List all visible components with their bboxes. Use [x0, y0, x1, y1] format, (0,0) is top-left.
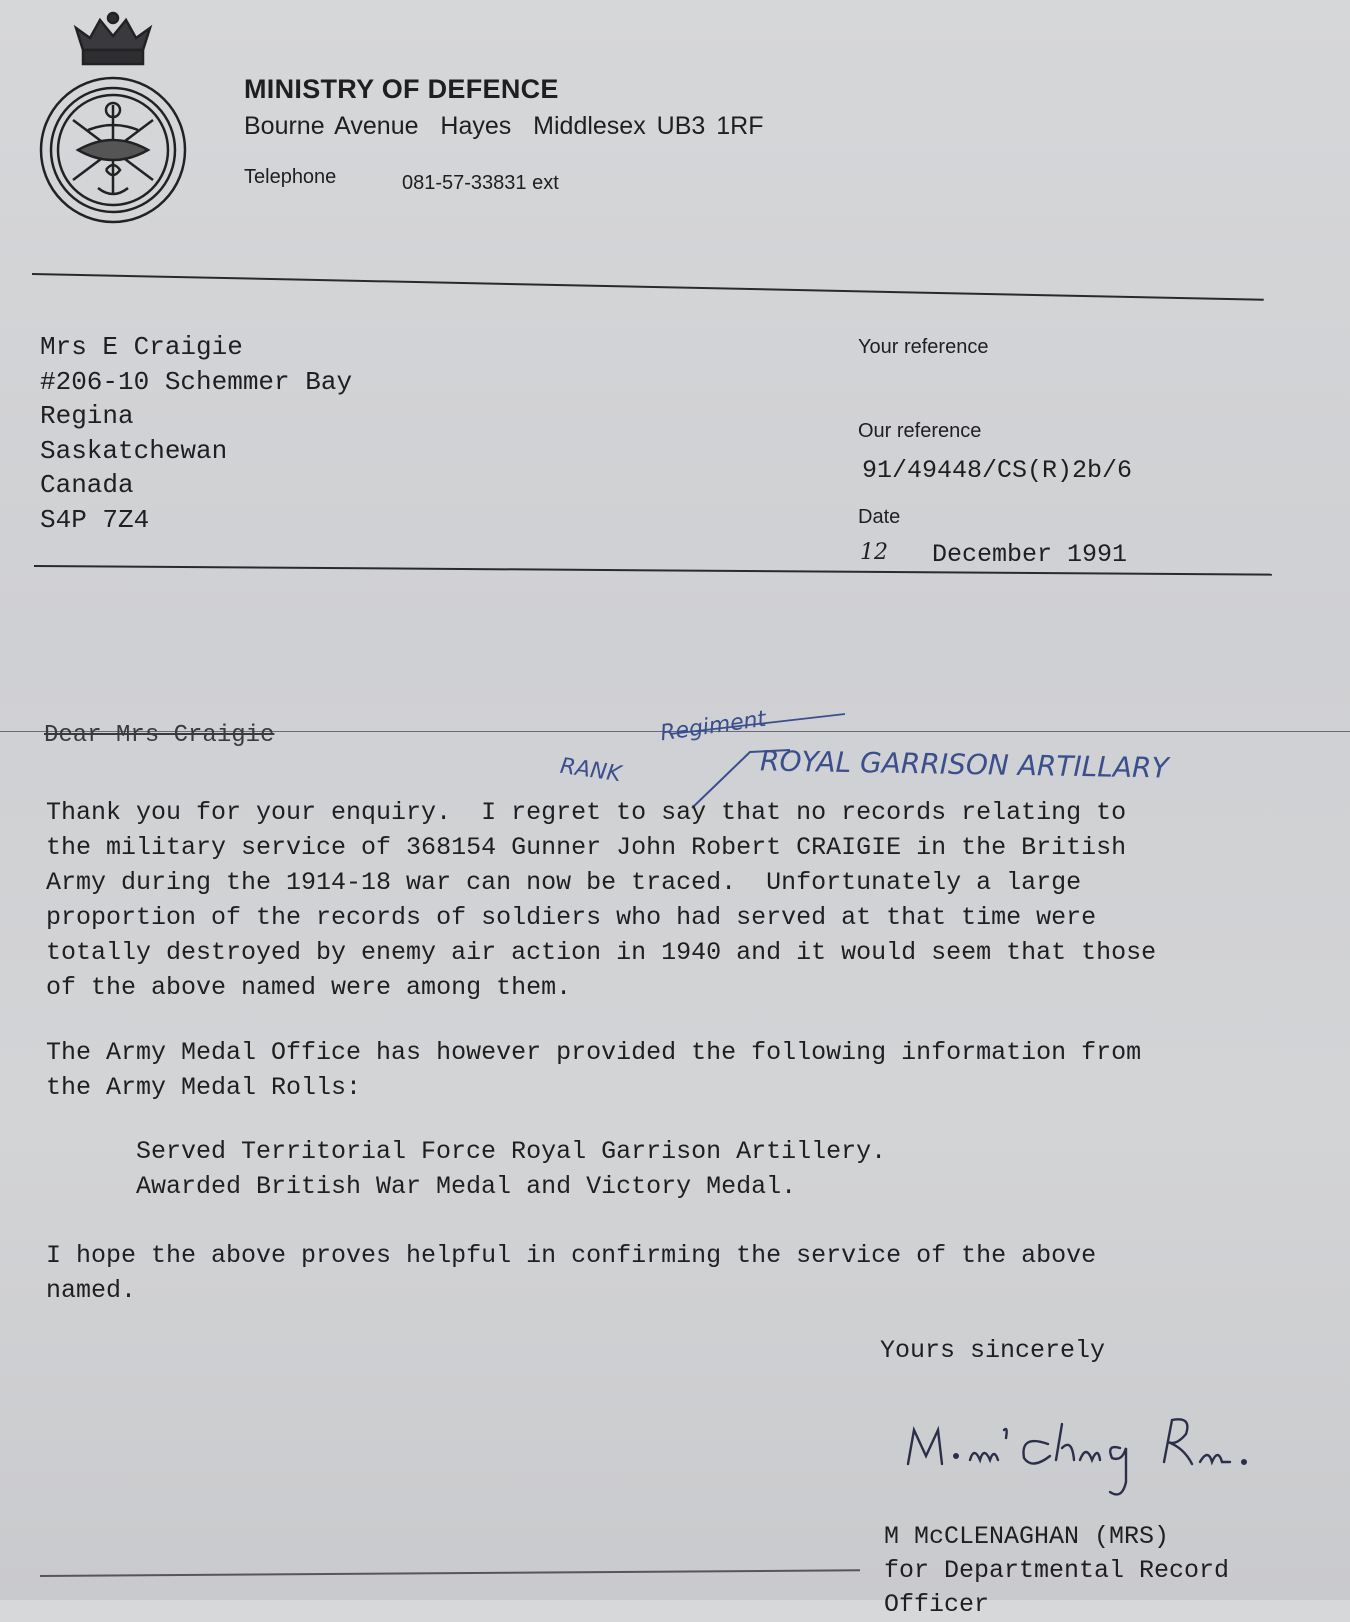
our-reference-value: 91/49448/CS(R)2b/6	[862, 456, 1133, 485]
header-divider	[32, 273, 1264, 301]
body-paragraph-3	[46, 1238, 1336, 1308]
body-paragraph-1	[46, 795, 1336, 1005]
salutation: Dear Mrs Craigie	[44, 722, 275, 749]
annotation-unit: ROYAL GARRISON ARTILLARY	[759, 744, 1169, 785]
organization-name: MINISTRY OF DEFENCE	[244, 74, 559, 104]
body-line: of the above named were among them.	[46, 973, 572, 1002]
recipient-line: S4P 7Z4	[40, 504, 150, 535]
recipient-line: #206-10 Schemmer Bay	[40, 366, 353, 397]
organization-address: Bourne Avenue Hayes Middlesex UB3 1RF	[244, 112, 764, 140]
recipient-line: Regina	[40, 401, 134, 431]
annotation-rank: RANK	[558, 753, 623, 788]
date-label: Date	[858, 506, 901, 528]
body-line: The Army Medal Office has however provided the following information from	[46, 1038, 1142, 1067]
body-line: I hope the above proves helpful in confirming the service of the above	[46, 1241, 1097, 1270]
body-line: totally destroyed by enemy air action in 1940 and it would seem that those	[46, 938, 1157, 967]
your-reference-label: Your reference	[858, 336, 989, 358]
annotation-regiment: Regiment	[658, 706, 768, 747]
valediction: Yours sincerely	[880, 1336, 1106, 1365]
body-line: named.	[46, 1276, 137, 1305]
our-reference-label: Our reference	[858, 420, 982, 442]
recipient-line: Mrs E Craigie	[40, 332, 243, 362]
recipient-line: Saskatchewan	[40, 435, 228, 466]
body-line: the Army Medal Rolls:	[46, 1073, 362, 1102]
medal-info	[136, 1134, 886, 1204]
body-line: proportion of the records of soldiers who had served at that time were	[46, 903, 1097, 932]
signer-name: M McCLENAGHAN (MRS)	[884, 1522, 1170, 1551]
body-line: Thank you for your enquiry. I regret to say that no records relating to	[46, 798, 1127, 827]
handwritten-signature	[900, 1408, 1280, 1500]
medal-info-line: Awarded British War Medal and Victory Medal.	[136, 1172, 797, 1201]
medal-info-line: Served Territorial Force Royal Garrison Artillery.	[136, 1137, 887, 1166]
recipient-line: Canada	[40, 470, 134, 500]
telephone-value: 081-57-33831 ext	[402, 172, 559, 194]
footer-line	[40, 1569, 860, 1577]
signer-title: for Departmental Record	[884, 1556, 1230, 1585]
signer-title-continued: Officer	[884, 1590, 990, 1619]
body-line: the military service of 368154 Gunner John Robert CRAIGIE in the British	[46, 833, 1127, 862]
ministry-crest-logo	[28, 10, 198, 230]
recipient-address	[40, 330, 352, 537]
body-paragraph-2	[46, 1035, 1336, 1105]
signer-block	[884, 1520, 1229, 1622]
telephone-label: Telephone	[244, 166, 337, 188]
body-line: Army during the 1914-18 war can now be traced. Unfortunately a large	[46, 868, 1082, 897]
date-value: December 1991	[932, 540, 1128, 569]
date-day-handwritten: 12	[860, 540, 888, 565]
